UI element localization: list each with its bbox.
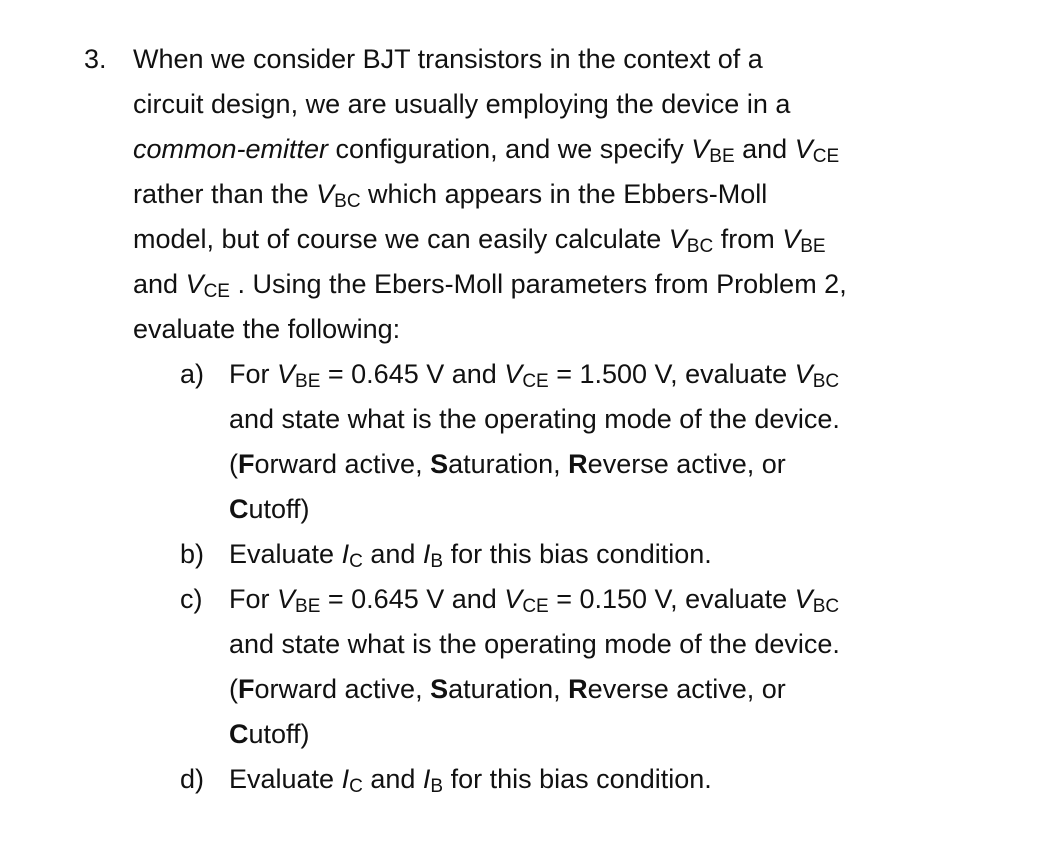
v-ce-symbol: $V_{CE}$ [185,269,230,302]
subitem-c [0,577,1054,757]
subitem-c-line-1: For $V_{BE} = 0.645$ V and $V_{CE} = 0.150$ V, evaluate $V_{BC}$ [229,584,840,617]
intro-line-1: When we consider BJT transistors in the context of a [133,44,763,74]
subitem-a-line-1: For $V_{BE} = 0.645$ V and $V_{CE} = 1.500$ V, evaluate $V_{BC}$ [229,359,840,392]
i-c-symbol: $I_C$ [341,539,363,572]
v-bc-symbol: $V_{BC}$ [316,179,361,212]
problem-number: 3. [84,44,107,74]
subitem-label: c) [180,584,203,614]
subitem-b [0,532,1054,577]
v-bc-symbol: $V_{BC}$ [794,584,840,617]
v-be-symbol: $V_{BE}$ [691,134,735,167]
subitem-a-line-4: Cutoff) [229,494,310,524]
subitem-a-line-3: (Forward active, Saturation, Reverse active, or [229,449,786,479]
i-c-symbol: $I_C$ [341,764,363,797]
intro-line-6: and $V_{CE}$ . Using the Ebers-Moll parameters from Problem 2, [133,269,847,302]
v-ce-symbol: $V_{CE}$ [504,359,549,392]
intro-line-5: model, but of course we can easily calculate $V_{BC}$ from $V_{BE}$ [133,224,826,257]
subitem-label: d) [180,764,205,794]
v-bc-symbol: $V_{BC}$ [794,359,840,392]
subitem-list [0,352,1054,802]
subitem-d-line-1: Evaluate $I_C$ and $I_B$ for this bias condition. [229,764,712,797]
problem-3 [0,37,933,352]
subitem-label: b) [180,539,205,569]
i-b-symbol: $I_B$ [422,764,444,797]
v-be-symbol: $V_{BE}$ [277,359,321,392]
subitem-a [0,352,1054,532]
subitem-c-line-3: (Forward active, Saturation, Reverse active, or [229,674,786,704]
subitem-b-line-1: Evaluate $I_C$ and $I_B$ for this bias condition. [229,539,712,572]
v-be-symbol: $V_{BE}$ [277,584,321,617]
subitem-c-line-4: Cutoff) [229,719,310,749]
v-ce-symbol: $V_{CE}$ [794,134,840,167]
intro-line-3: common-emitter configuration, and we specify $V_{BE}$ and $V_{CE}$ [133,134,840,167]
intro-line-7: evaluate the following: [133,314,401,344]
v-bc-symbol: $V_{BC}$ [668,224,714,257]
v-be-symbol: $V_{BE}$ [782,224,826,257]
subitem-label: a) [180,359,205,389]
subitem-c-line-2: and state what is the operating mode of the device. [229,629,840,659]
intro-line-4: rather than the $V_{BC}$ which appears in the Ebbers-Moll [133,179,768,212]
v-ce-symbol: $V_{CE}$ [504,584,549,617]
subitem-d [0,757,1054,802]
subitem-a-line-2: and state what is the operating mode of the device. [229,404,840,434]
i-b-symbol: $I_B$ [422,539,444,572]
document-page [0,37,1054,802]
intro-line-2: circuit design, we are usually employing the device in a [133,89,791,119]
common-emitter-term: common-emitter [133,134,329,164]
